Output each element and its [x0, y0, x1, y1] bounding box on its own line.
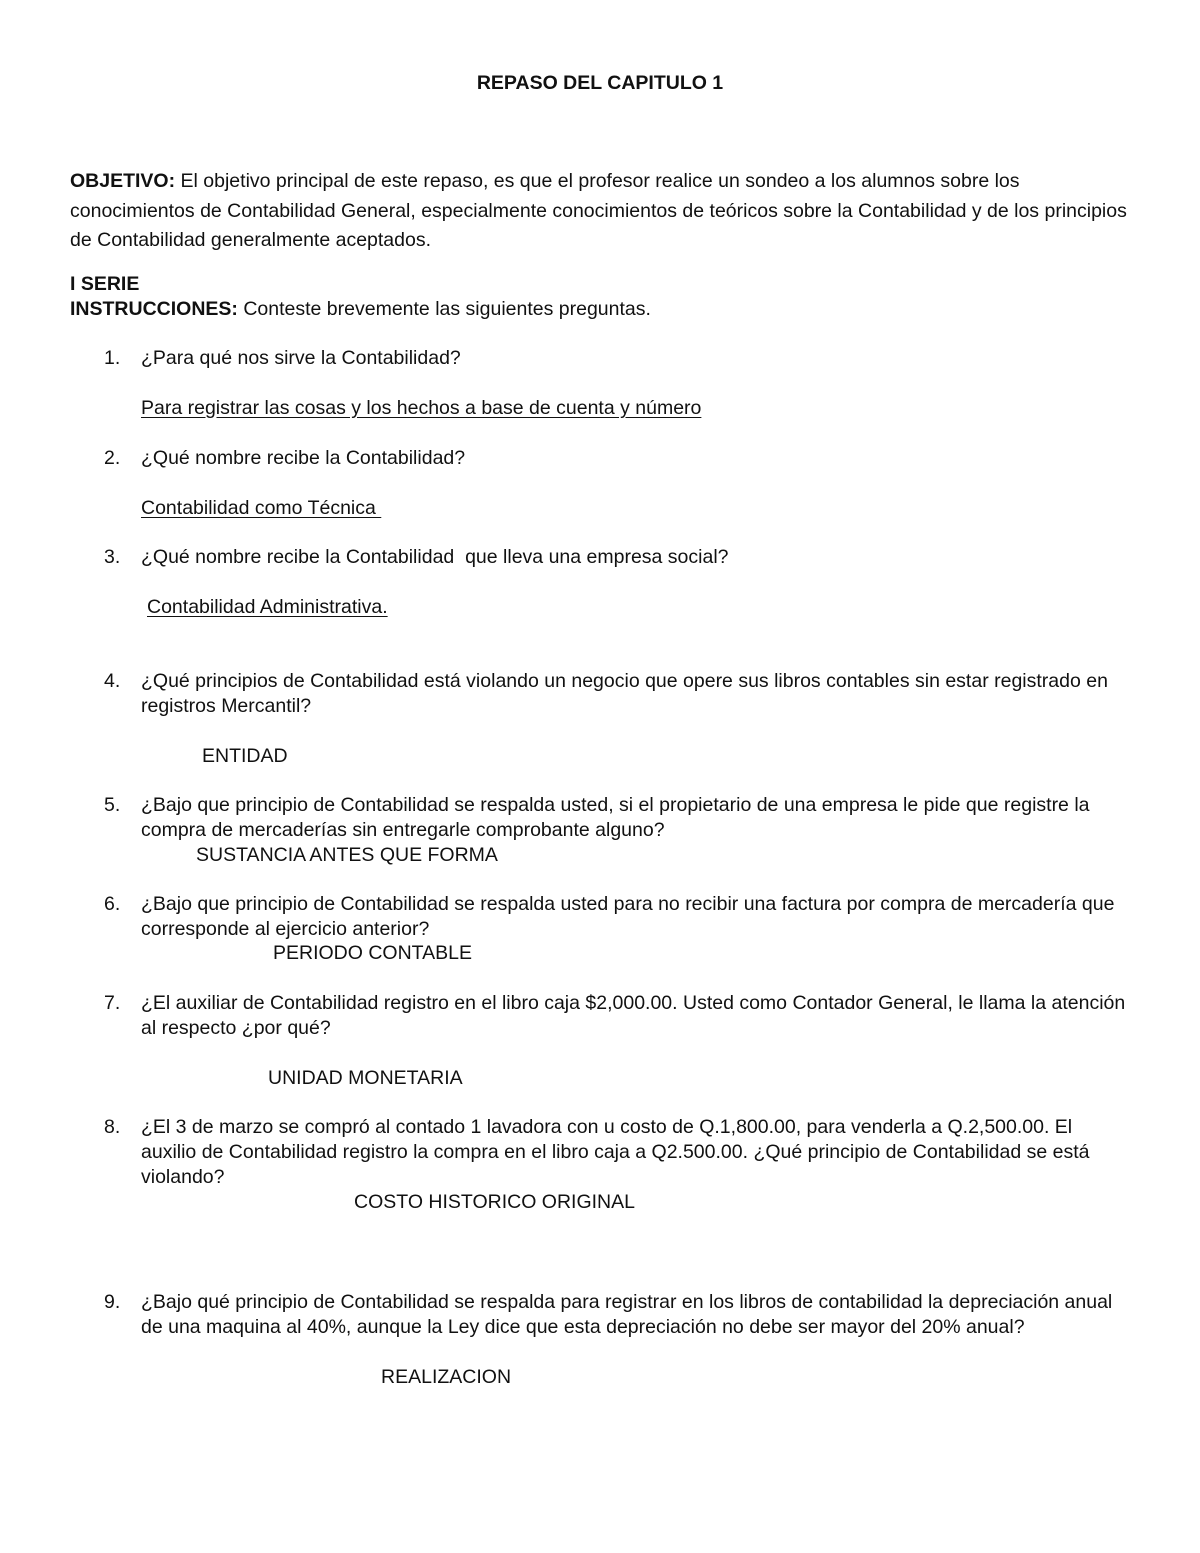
question-text: ¿Qué principios de Contabilidad está violando un negocio que opere sus libros contables sin estar registrado en registros Mercantil?	[141, 670, 1108, 717]
objective-label: OBJETIVO:	[70, 170, 176, 192]
question-number: 2.	[104, 447, 121, 469]
answer-text: Contabilidad Administrativa.	[147, 596, 388, 618]
serie-heading: I SERIE	[70, 273, 140, 295]
question-text: ¿El 3 de marzo se compró al contado 1 lavadora con u costo de Q.1,800.00, para venderla a Q.2,500.00. El auxilio de Contabilidad registro la compra en el libro caja a Q2.500.00. ¿Qué principio de Contabilidad se está violando?	[141, 1116, 1090, 1188]
answer-text: COSTO HISTORICO ORIGINAL	[354, 1191, 635, 1213]
question-text: ¿Bajo que principio de Contabilidad se respalda usted para no recibir una factura por compra de mercadería que corresponde al ejercicio anterior?	[141, 893, 1115, 940]
question-number: 6.	[104, 893, 121, 915]
answer-text: UNIDAD MONETARIA	[268, 1067, 463, 1089]
question-text: ¿Qué nombre recibe la Contabilidad?	[141, 447, 466, 469]
instructions-text: Conteste brevemente las siguientes preguntas.	[237, 298, 651, 320]
objective-text: El objetivo principal de este repaso, es que el profesor realice un sondeo a los alumnos sobre los conocimientos de Contabilidad General, especialmente conocimientos de teóricos sobre la Contabilidad y de los principios de Contabilidad generalmente aceptados.	[70, 170, 1127, 251]
page-title: REPASO DEL CAPITULO 1	[476, 72, 724, 94]
question-number: 8.	[104, 1116, 121, 1138]
question-text: ¿El auxiliar de Contabilidad registro en el libro caja $2,000.00. Usted como Contador General, le llama la atención al respecto ¿por qué?	[141, 992, 1126, 1039]
answer-text: ENTIDAD	[202, 745, 288, 767]
question-number: 1.	[104, 347, 121, 369]
answer-text: PERIODO CONTABLE	[273, 942, 473, 964]
answer-text: SUSTANCIA ANTES QUE FORMA	[196, 844, 498, 866]
instructions-label: INSTRUCCIONES:	[70, 298, 238, 320]
question-text: ¿Para qué nos sirve la Contabilidad?	[141, 347, 461, 369]
answer-text: Para registrar las cosas y los hechos a base de cuenta y número	[141, 397, 702, 419]
question-number: 5.	[104, 794, 121, 816]
answer-text: Contabilidad como Técnica	[141, 497, 382, 519]
question-text: ¿Bajo qué principio de Contabilidad se respalda para registrar en los libros de contabilidad la depreciación anual de una maquina al 40%, aunque la Ley dice que esta depreciación no debe ser mayor del 20% anual?	[141, 1291, 1113, 1338]
question-number: 4.	[104, 670, 121, 692]
answer-text: REALIZACION	[381, 1366, 512, 1388]
objective-paragraph	[70, 167, 1130, 256]
question-number: 3.	[104, 546, 121, 568]
instructions	[70, 297, 1130, 322]
question-text: ¿Qué nombre recibe la Contabilidad que lleva una empresa social?	[141, 546, 729, 568]
question-number: 9.	[104, 1291, 121, 1313]
question-number: 7.	[104, 992, 121, 1014]
question-text: ¿Bajo que principio de Contabilidad se respalda usted, si el propietario de una empresa le pide que registre la compra de mercaderías sin entregarle comprobante alguno?	[141, 794, 1090, 841]
